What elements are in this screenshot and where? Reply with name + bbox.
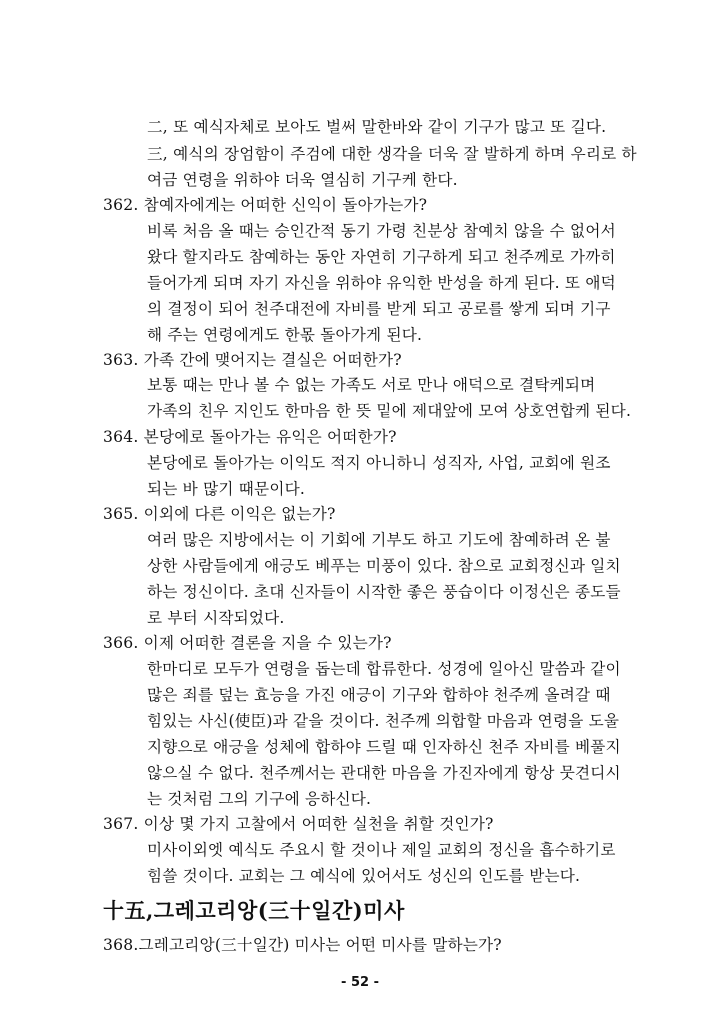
question-364: 364. 본당에로 돌아가는 유익은 어떠한가? xyxy=(103,428,397,446)
text-line: 힘있는 사신(使臣)과 같을 것이다. 천주께 의합할 마음과 연령을 도울 xyxy=(147,712,620,730)
text-line: 三, 예식의 장엄함이 주검에 대한 생각을 더욱 잘 발하게 하며 우리로 하 xyxy=(147,145,637,163)
text-line: 한마디로 모두가 연령을 돕는데 합류한다. 성경에 일아신 말씀과 같이 xyxy=(147,660,621,678)
text-line: 힘쓸 것이다. 교회는 그 예식에 있어서도 성신의 인도를 받는다. xyxy=(147,867,581,885)
text-line: 지향으로 애긍을 성체에 합하야 드릴 때 인자하신 천주 자비를 베풀지 xyxy=(147,738,621,756)
text-line: 미사이외엣 예식도 주요시 할 것이나 제일 교회의 정신을 흡수하기로 xyxy=(147,841,616,859)
question-366: 366. 이제 어떠한 결론을 지을 수 있는가? xyxy=(103,634,392,652)
text-line: 되는 바 많기 때문이다. xyxy=(147,480,305,498)
question-368: 368.그레고리앙(三十일간) 미사는 어떤 미사를 말하는가? xyxy=(103,936,502,954)
question-363: 363. 가족 간에 맺어지는 결실은 어떠한가? xyxy=(103,351,402,369)
text-line: 는 것처럼 그의 기구에 응하신다. xyxy=(147,790,372,808)
text-line: 로 부터 시작되었다. xyxy=(147,609,285,627)
text-line: 의 결정이 되어 천주대전에 자비를 받게 되고 공로를 쌓게 되며 기구 xyxy=(147,300,611,318)
question-367: 367. 이상 몇 가지 고찰에서 어떠한 실천을 취할 것인가? xyxy=(103,815,494,833)
section-heading: 十五,그레고리앙(三十일간)미사 xyxy=(103,898,405,923)
text-line: 해 주는 연령에게도 한몫 돌아가게 된다. xyxy=(147,326,423,344)
text-line: 본당에로 돌아가는 이익도 적지 아니하니 성직자, 사업, 교회에 원조 xyxy=(147,454,611,472)
question-362: 362. 참예자에게는 어떠한 신익이 돌아가는가? xyxy=(103,196,428,214)
text-line: 들어가게 되며 자기 자신을 위하야 유익한 반성을 하게 된다. 또 애덕 xyxy=(147,274,616,292)
text-line: 많은 죄를 덮는 효능을 가진 애긍이 기구와 합하야 천주께 올려갈 때 xyxy=(147,686,611,704)
text-line: 않으실 수 없다. 천주께서는 관대한 마음을 가진자에게 항상 뭇견디시 xyxy=(147,764,621,782)
question-365: 365. 이외에 다른 이익은 없는가? xyxy=(103,505,336,523)
text-line: 상한 사람들에게 애긍도 베푸는 미풍이 있다. 참으로 교회정신과 일치 xyxy=(147,557,621,575)
text-line: 여러 많은 지방에서는 이 기회에 기부도 하고 기도에 참예하려 온 불 xyxy=(147,531,611,549)
text-line: 왔다 할지라도 참예하는 동안 자연히 기구하게 되고 천주께로 가까히 xyxy=(147,248,616,266)
text-line: 비록 처음 올 때는 승인간적 동기 가령 친분상 참예치 않을 수 없어서 xyxy=(147,222,616,240)
text-line: 二, 또 예식자체로 보아도 벌써 말한바와 같이 기구가 많고 또 길다. xyxy=(147,118,607,136)
text-line: 하는 정신이다. 초대 신자들이 시작한 좋은 풍습이다 이정신은 종도들 xyxy=(147,583,621,601)
text-line: 보통 때는 만나 볼 수 없는 가족도 서로 만나 애덕으로 결탁케되며 xyxy=(147,376,596,394)
page-number: - 52 - xyxy=(341,975,379,990)
text-line: 가족의 친우 지인도 한마음 한 뜻 밑에 제대앞에 모여 상호연합케 된다. xyxy=(147,402,632,420)
text-line: 여금 연령을 위하야 더욱 열심히 기구케 한다. xyxy=(147,171,458,189)
